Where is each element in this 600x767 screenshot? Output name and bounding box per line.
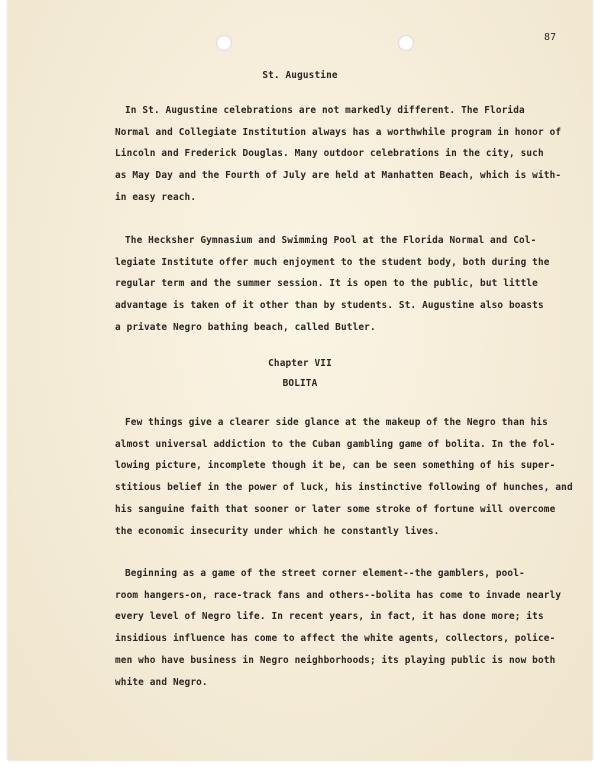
- paragraph-line: Few things give a clearer side glance at the makeup of the Negro than his: [125, 417, 548, 428]
- paragraph-line: men who have business in Negro neighborhoods; its playing public is now both: [115, 654, 556, 666]
- paragraph-bolita-intro: [115, 412, 573, 542]
- punch-hole-right: [398, 35, 414, 51]
- paragraph-line: a private Negro bathing beach, called Butler.: [115, 321, 376, 333]
- paragraph-line: The Hecksher Gymnasium and Swimming Pool at the Florida Normal and Col-: [125, 235, 537, 246]
- paragraph-line: room hangers-on, race-track fans and others--bolita has come to invade nearly: [115, 589, 562, 601]
- chapter-title: BOLITA: [282, 378, 318, 389]
- paragraph-line: Normal and Collegiate Institution always has a worthwhile program in honor of: [115, 126, 562, 138]
- paragraph-line: legiate Institute offer much enjoyment to the student body, both during the: [115, 256, 550, 268]
- paragraph-line: in easy reach.: [115, 191, 197, 203]
- paragraph-line: insidious influence has come to affect the white agents, collectors, police-: [115, 633, 556, 645]
- paragraph-line: his sanguine faith that sooner or later some stroke of fortune will overcome: [115, 503, 556, 515]
- paragraph-line: regular term and the summer session. It is open to the public, but little: [115, 278, 538, 290]
- paragraph-line: advantage is taken of it other than by students. St. Augustine also boasts: [115, 300, 544, 312]
- paragraph-line: almost universal addiction to the Cuban gambling game of bolita. In the fol-: [115, 438, 556, 450]
- paragraph-line: In St. Augustine celebrations are not markedly different. The Florida: [125, 105, 525, 116]
- paragraph-line: white and Negro.: [115, 676, 208, 688]
- paragraph-line: lowing picture, incomplete though it be, can be seen something of his super-: [115, 460, 556, 472]
- paragraph-celebrations: [115, 100, 562, 209]
- punch-hole-left: [216, 35, 232, 51]
- page-number: 87: [544, 32, 557, 43]
- paragraph-line: stitious belief in the power of luck, his instinctive following of hunches, and: [115, 482, 573, 494]
- document-page: [8, 0, 592, 760]
- paragraph-line: every level of Negro life. In recent years, in fact, it has done more; its: [115, 611, 544, 623]
- paragraph-line: Lincoln and Frederick Douglas. Many outdoor celebrations in the city, such: [115, 148, 544, 160]
- section-title: St. Augustine: [262, 70, 338, 81]
- paragraph-gymnasium: [115, 230, 550, 339]
- paragraph-line: the economic insecurity under which he constantly lives.: [115, 525, 440, 537]
- chapter-number: Chapter VII: [268, 358, 332, 369]
- paragraph-line: as May Day and the Fourth of July are held at Manhatten Beach, which is with-: [115, 170, 562, 182]
- paragraph-line: Beginning as a game of the street corner element--the gamblers, pool-: [125, 568, 525, 579]
- paragraph-bolita-origins: [115, 563, 562, 693]
